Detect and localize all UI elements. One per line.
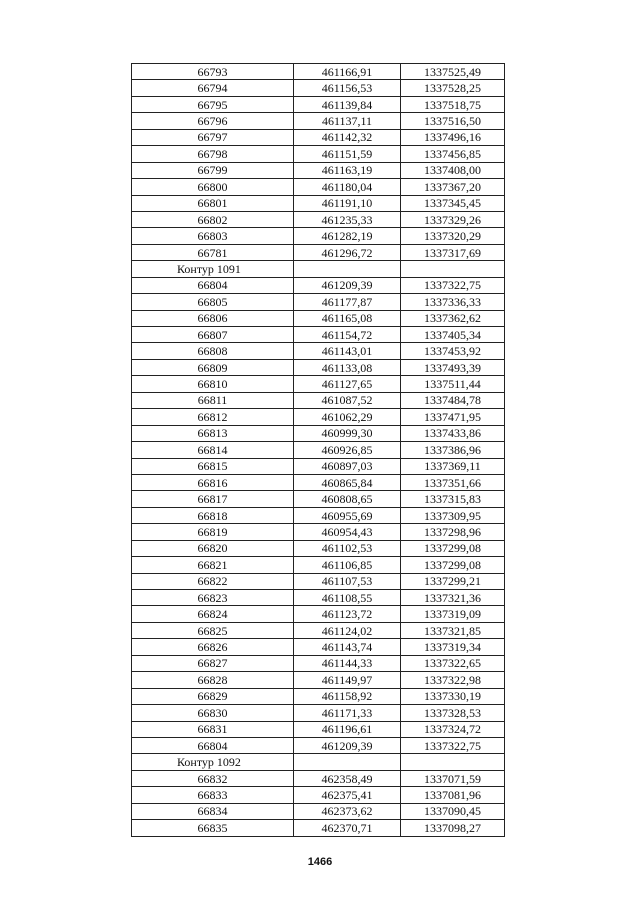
table-row <box>132 474 505 490</box>
table-row <box>132 705 505 721</box>
point-number-cell: 66826 <box>132 639 294 655</box>
point-number-cell: 66821 <box>132 557 294 573</box>
table-row <box>132 688 505 704</box>
table-row <box>132 622 505 638</box>
x-coordinate-cell: 460954,43 <box>294 524 401 540</box>
point-number-cell: 66810 <box>132 376 294 392</box>
point-number-cell: 66793 <box>132 64 294 80</box>
y-coordinate-cell: 1337081,96 <box>401 787 505 803</box>
x-coordinate-cell: 460897,03 <box>294 458 401 474</box>
y-coordinate-cell: 1337320,29 <box>401 228 505 244</box>
x-coordinate-cell: 461142,32 <box>294 129 401 145</box>
point-number-cell: 66813 <box>132 425 294 441</box>
table-row <box>132 228 505 244</box>
table-row <box>132 129 505 145</box>
y-coordinate-cell: 1337484,78 <box>401 392 505 408</box>
table-row <box>132 770 505 786</box>
point-number-cell: 66825 <box>132 622 294 638</box>
table-row <box>132 113 505 129</box>
y-coordinate-cell: 1337299,08 <box>401 540 505 556</box>
y-coordinate-cell: 1337433,86 <box>401 425 505 441</box>
table-row <box>132 655 505 671</box>
y-coordinate-cell: 1337525,49 <box>401 64 505 80</box>
y-coordinate-cell: 1337322,65 <box>401 655 505 671</box>
x-coordinate-cell: 461149,97 <box>294 672 401 688</box>
table-row <box>132 820 505 836</box>
y-coordinate-cell: 1337408,00 <box>401 162 505 178</box>
x-coordinate-cell: 461209,39 <box>294 277 401 293</box>
table-row <box>132 310 505 326</box>
x-coordinate-cell: 461143,01 <box>294 343 401 359</box>
y-coordinate-cell: 1337336,33 <box>401 294 505 310</box>
point-number-cell: 66831 <box>132 721 294 737</box>
point-number-cell: 66820 <box>132 540 294 556</box>
point-number-cell: 66806 <box>132 310 294 326</box>
x-coordinate-cell: 461191,10 <box>294 195 401 211</box>
y-coordinate-cell: 1337098,27 <box>401 820 505 836</box>
coordinates-table <box>131 63 505 837</box>
x-coordinate-cell: 461171,33 <box>294 705 401 721</box>
point-number-cell: 66797 <box>132 129 294 145</box>
point-number-cell: 66816 <box>132 474 294 490</box>
y-coordinate-cell: 1337528,25 <box>401 80 505 96</box>
x-coordinate-cell: 462373,62 <box>294 803 401 819</box>
y-coordinate-cell: 1337405,34 <box>401 327 505 343</box>
point-number-cell: 66804 <box>132 737 294 753</box>
x-coordinate-cell: 461177,87 <box>294 294 401 310</box>
point-number-cell: 66827 <box>132 655 294 671</box>
x-coordinate-cell: 461151,59 <box>294 146 401 162</box>
point-number-cell: 66795 <box>132 96 294 112</box>
x-coordinate-cell: 461158,92 <box>294 688 401 704</box>
table-row <box>132 96 505 112</box>
x-coordinate-cell: 461106,85 <box>294 557 401 573</box>
table-row <box>132 146 505 162</box>
empty-cell <box>401 754 505 770</box>
y-coordinate-cell: 1337329,26 <box>401 211 505 227</box>
y-coordinate-cell: 1337319,34 <box>401 639 505 655</box>
y-coordinate-cell: 1337367,20 <box>401 179 505 195</box>
y-coordinate-cell: 1337351,66 <box>401 474 505 490</box>
page-number: 1466 <box>307 856 333 868</box>
y-coordinate-cell: 1337369,11 <box>401 458 505 474</box>
table-row <box>132 277 505 293</box>
point-number-cell: 66811 <box>132 392 294 408</box>
point-number-cell: 66824 <box>132 606 294 622</box>
point-number-cell: 66794 <box>132 80 294 96</box>
coordinates-table-body <box>132 64 505 837</box>
table-row <box>132 211 505 227</box>
x-coordinate-cell: 461102,53 <box>294 540 401 556</box>
x-coordinate-cell: 462375,41 <box>294 787 401 803</box>
point-number-cell: 66834 <box>132 803 294 819</box>
point-number-cell: 66798 <box>132 146 294 162</box>
table-row <box>132 376 505 392</box>
point-number-cell: 66800 <box>132 179 294 195</box>
point-number-cell: 66781 <box>132 244 294 260</box>
table-row <box>132 425 505 441</box>
point-number-cell: 66817 <box>132 491 294 507</box>
table-row <box>132 409 505 425</box>
table-row <box>132 359 505 375</box>
x-coordinate-cell: 461235,33 <box>294 211 401 227</box>
point-number-cell: 66823 <box>132 590 294 606</box>
y-coordinate-cell: 1337322,98 <box>401 672 505 688</box>
y-coordinate-cell: 1337386,96 <box>401 442 505 458</box>
point-number-cell: 66796 <box>132 113 294 129</box>
table-row <box>132 737 505 753</box>
x-coordinate-cell: 460999,30 <box>294 425 401 441</box>
table-row <box>132 803 505 819</box>
y-coordinate-cell: 1337299,08 <box>401 557 505 573</box>
table-row <box>132 639 505 655</box>
point-number-cell: 66805 <box>132 294 294 310</box>
table-row <box>132 491 505 507</box>
table-row <box>132 392 505 408</box>
table-row <box>132 458 505 474</box>
table-row <box>132 162 505 178</box>
empty-cell <box>294 754 401 770</box>
y-coordinate-cell: 1337516,50 <box>401 113 505 129</box>
y-coordinate-cell: 1337345,45 <box>401 195 505 211</box>
table-row <box>132 195 505 211</box>
point-number-cell: 66814 <box>132 442 294 458</box>
x-coordinate-cell: 460955,69 <box>294 507 401 523</box>
x-coordinate-cell: 462358,49 <box>294 770 401 786</box>
point-number-cell: 66835 <box>132 820 294 836</box>
x-coordinate-cell: 461156,53 <box>294 80 401 96</box>
table-row <box>132 507 505 523</box>
point-number-cell: 66807 <box>132 327 294 343</box>
y-coordinate-cell: 1337090,45 <box>401 803 505 819</box>
x-coordinate-cell: 461166,91 <box>294 64 401 80</box>
x-coordinate-cell: 461123,72 <box>294 606 401 622</box>
y-coordinate-cell: 1337496,16 <box>401 129 505 145</box>
x-coordinate-cell: 461154,72 <box>294 327 401 343</box>
point-number-cell: 66809 <box>132 359 294 375</box>
point-number-cell: 66822 <box>132 573 294 589</box>
x-coordinate-cell: 461163,19 <box>294 162 401 178</box>
y-coordinate-cell: 1337298,96 <box>401 524 505 540</box>
table-row <box>132 573 505 589</box>
x-coordinate-cell: 461062,29 <box>294 409 401 425</box>
y-coordinate-cell: 1337319,09 <box>401 606 505 622</box>
y-coordinate-cell: 1337493,39 <box>401 359 505 375</box>
x-coordinate-cell: 461139,84 <box>294 96 401 112</box>
y-coordinate-cell: 1337322,75 <box>401 277 505 293</box>
x-coordinate-cell: 461108,55 <box>294 590 401 606</box>
x-coordinate-cell: 460926,85 <box>294 442 401 458</box>
point-number-cell: 66818 <box>132 507 294 523</box>
point-number-cell: 66799 <box>132 162 294 178</box>
x-coordinate-cell: 461196,61 <box>294 721 401 737</box>
point-number-cell: 66801 <box>132 195 294 211</box>
contour-label: Контур 1091 <box>132 261 294 277</box>
y-coordinate-cell: 1337322,75 <box>401 737 505 753</box>
table-row <box>132 244 505 260</box>
x-coordinate-cell: 461087,52 <box>294 392 401 408</box>
point-number-cell: 66804 <box>132 277 294 293</box>
table-row <box>132 442 505 458</box>
y-coordinate-cell: 1337471,95 <box>401 409 505 425</box>
x-coordinate-cell: 461107,53 <box>294 573 401 589</box>
x-coordinate-cell: 461124,02 <box>294 622 401 638</box>
table-row <box>132 606 505 622</box>
y-coordinate-cell: 1337328,53 <box>401 705 505 721</box>
point-number-cell: 66819 <box>132 524 294 540</box>
table-row <box>132 557 505 573</box>
y-coordinate-cell: 1337071,59 <box>401 770 505 786</box>
y-coordinate-cell: 1337309,95 <box>401 507 505 523</box>
y-coordinate-cell: 1337315,83 <box>401 491 505 507</box>
table-row <box>132 540 505 556</box>
y-coordinate-cell: 1337456,85 <box>401 146 505 162</box>
y-coordinate-cell: 1337324,72 <box>401 721 505 737</box>
y-coordinate-cell: 1337299,21 <box>401 573 505 589</box>
point-number-cell: 66802 <box>132 211 294 227</box>
x-coordinate-cell: 461282,19 <box>294 228 401 244</box>
empty-cell <box>294 261 401 277</box>
empty-cell <box>401 261 505 277</box>
y-coordinate-cell: 1337317,69 <box>401 244 505 260</box>
x-coordinate-cell: 461133,08 <box>294 359 401 375</box>
table-row <box>132 80 505 96</box>
x-coordinate-cell: 461143,74 <box>294 639 401 655</box>
table-row <box>132 524 505 540</box>
x-coordinate-cell: 461296,72 <box>294 244 401 260</box>
table-row <box>132 672 505 688</box>
x-coordinate-cell: 461137,11 <box>294 113 401 129</box>
x-coordinate-cell: 460865,84 <box>294 474 401 490</box>
table-row <box>132 179 505 195</box>
table-row <box>132 721 505 737</box>
table-row <box>132 590 505 606</box>
point-number-cell: 66803 <box>132 228 294 244</box>
point-number-cell: 66830 <box>132 705 294 721</box>
point-number-cell: 66833 <box>132 787 294 803</box>
point-number-cell: 66828 <box>132 672 294 688</box>
x-coordinate-cell: 461165,08 <box>294 310 401 326</box>
contour-row <box>132 754 505 770</box>
table-row <box>132 343 505 359</box>
y-coordinate-cell: 1337321,36 <box>401 590 505 606</box>
point-number-cell: 66832 <box>132 770 294 786</box>
contour-label: Контур 1092 <box>132 754 294 770</box>
x-coordinate-cell: 461127,65 <box>294 376 401 392</box>
x-coordinate-cell: 460808,65 <box>294 491 401 507</box>
y-coordinate-cell: 1337453,92 <box>401 343 505 359</box>
y-coordinate-cell: 1337511,44 <box>401 376 505 392</box>
table-row <box>132 787 505 803</box>
y-coordinate-cell: 1337518,75 <box>401 96 505 112</box>
point-number-cell: 66812 <box>132 409 294 425</box>
y-coordinate-cell: 1337362,62 <box>401 310 505 326</box>
table-row <box>132 327 505 343</box>
x-coordinate-cell: 461209,39 <box>294 737 401 753</box>
contour-row <box>132 261 505 277</box>
point-number-cell: 66829 <box>132 688 294 704</box>
y-coordinate-cell: 1337321,85 <box>401 622 505 638</box>
y-coordinate-cell: 1337330,19 <box>401 688 505 704</box>
point-number-cell: 66808 <box>132 343 294 359</box>
point-number-cell: 66815 <box>132 458 294 474</box>
x-coordinate-cell: 461180,04 <box>294 179 401 195</box>
x-coordinate-cell: 461144,33 <box>294 655 401 671</box>
table-row <box>132 294 505 310</box>
x-coordinate-cell: 462370,71 <box>294 820 401 836</box>
table-row <box>132 64 505 80</box>
